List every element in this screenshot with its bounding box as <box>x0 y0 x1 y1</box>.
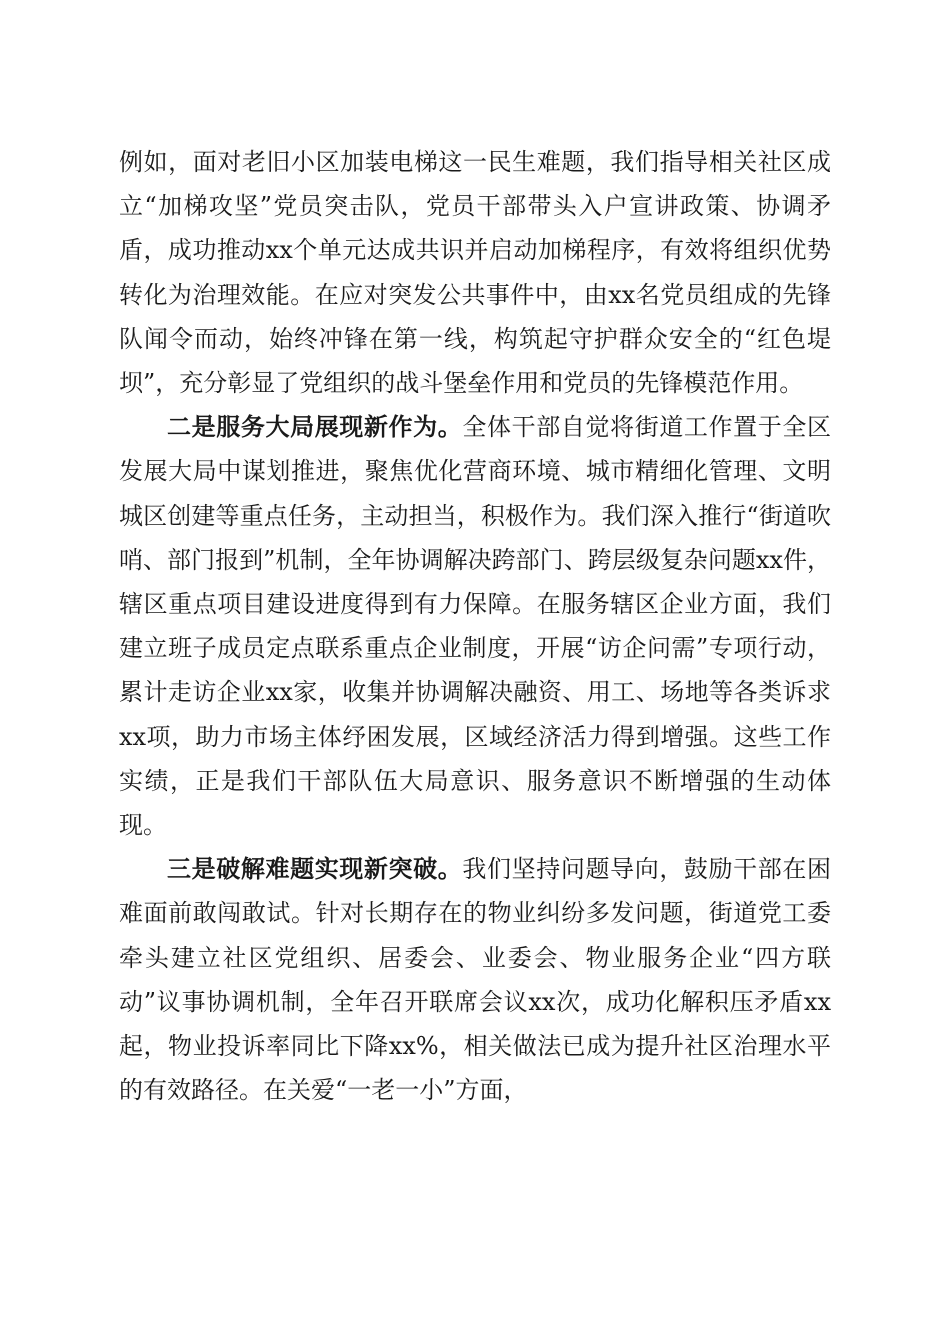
paragraph-1-text: 例如，面对老旧小区加装电梯这一民生难题，我们指导相关社区成立“加梯攻坚”党员突击队，党员干部带头入户宣讲政策、协调矛盾，成功推动xx个单元达成共识并启动加梯程序，有效将组织优势转化为治理效能。在应对突发公共事件中，由xx名党员组成的先锋队闻令而动，始终冲锋在第一线，构筑起守护群众安全的“红色堤坝”，充分彰显了党组织的战斗堡垒作用和党员的先锋模范作用。 <box>119 148 831 398</box>
paragraph-3-text: 我们坚持问题导向，鼓励干部在困难面前敢闯敢试。针对长期存在的物业纠纷多发问题，街道党工委牵头建立社区党组织、居委会、业委会、物业服务企业“四方联动”议事协调机制，全年召开联席会议xx次，成功化解积压矛盾xx起，物业投诉率同比下降xx%，相关做法已成为提升社区治理水平的有效路径。在关爱“一老一小”方面， <box>119 855 832 1105</box>
document-body <box>119 140 831 1112</box>
paragraph-2-lead: 二是服务大局展现新作为。 <box>167 412 463 442</box>
paragraph-2-text: 全体干部自觉将街道工作置于全区发展大局中谋划推进，聚焦优化营商环境、城市精细化管理、文明城区创建等重点任务，主动担当，积极作为。我们深入推行“街道吹哨、部门报到”机制，全年协调解决跨部门、跨层级复杂问题xx件，辖区重点项目建设进度得到有力保障。在服务辖区企业方面，我们建立班子成员定点联系重点企业制度，开展“访企问需”专项行动，累计走访企业xx家，收集并协调解决融资、用工、场地等各类诉求xx项，助力市场主体纾困发展，区域经济活力得到增强。这些工作实绩，正是我们干部队伍大局意识、服务意识不断增强的生动体现。 <box>119 413 832 840</box>
paragraph-2 <box>119 405 831 847</box>
paragraph-3-lead: 三是破解难题实现新突破。 <box>167 854 463 884</box>
paragraph-1 <box>119 140 831 405</box>
paragraph-3 <box>119 847 831 1112</box>
